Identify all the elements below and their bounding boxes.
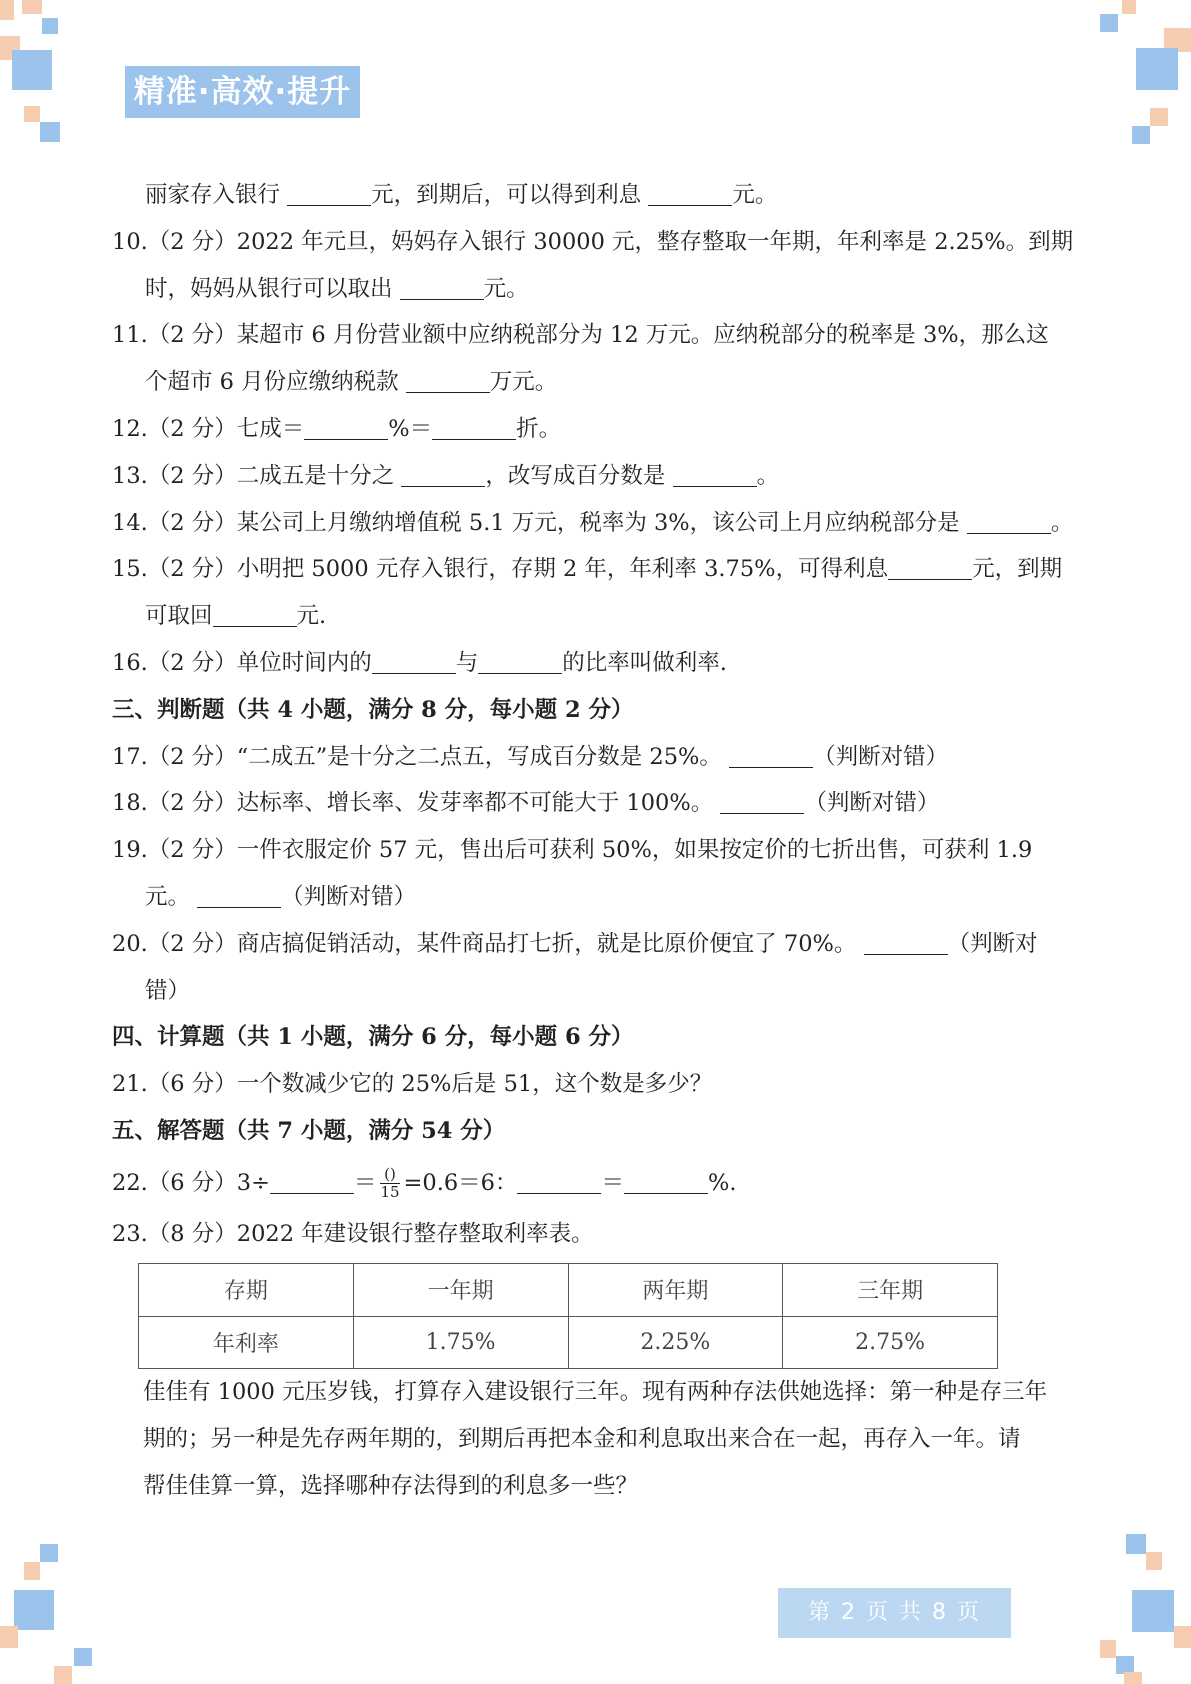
question-text: 14.（2 分）某公司上月缴纳增值税 5.1 万元，税率为 3%，该公司上月应纳税部分是 [112, 509, 967, 536]
question-text: 18.（2 分）达标率、增长率、发芽率都不可能大于 100%。 [112, 790, 721, 817]
table-cell: 1.75% [353, 1316, 568, 1369]
question-text: %. [708, 1169, 737, 1196]
answer-blank[interactable] [517, 1171, 601, 1194]
answer-blank[interactable] [304, 417, 388, 440]
question-text: ＝ [353, 1169, 377, 1196]
answer-blank[interactable] [400, 277, 484, 300]
fraction-numerator[interactable]: () [380, 1166, 399, 1184]
corner-square [1136, 48, 1178, 90]
question-line [112, 1061, 1077, 1108]
question-list [112, 172, 1077, 1258]
answer-blank[interactable] [648, 183, 732, 206]
question-text: 元。 [483, 275, 529, 302]
answer-blank[interactable] [372, 651, 456, 674]
answer-blank[interactable] [624, 1171, 708, 1194]
question-line [112, 780, 1077, 827]
answer-blank[interactable] [888, 557, 972, 580]
question-text: 与 [455, 649, 479, 676]
corner-square [1122, 0, 1136, 14]
question-line [112, 359, 1077, 406]
corner-square [54, 1666, 72, 1684]
corner-square [24, 106, 40, 122]
paragraph-line: 期的；另一种是先存两年期的，到期后再把本金和利息取出来合在一起，再存入一年。请 [143, 1426, 1021, 1452]
question-text: 11.（2 分）某超市 6 月份营业额中应纳税部分为 12 万元。应纳税部分的税率是 3%，那么这 [112, 322, 1049, 349]
question-text: 元，到期 [972, 556, 1063, 583]
brand-badge: 精准·高效·提升 [125, 66, 360, 118]
question-text: 时，妈妈从银行可以取出 [145, 275, 400, 302]
section-heading [112, 687, 1077, 734]
corner-square [12, 50, 52, 90]
question-text: 三、判断题（共 4 小题，满分 8 分，每小题 2 分） [112, 696, 634, 723]
question-text: =0.6＝6： [403, 1169, 518, 1196]
fraction [380, 1166, 399, 1201]
question-text: 21.（6 分）一个数减少它的 25%后是 51，这个数是多少？ [112, 1071, 713, 1098]
question-text: 的比率叫做利率. [562, 649, 727, 676]
answer-blank[interactable] [270, 1171, 354, 1194]
corner-square [14, 1590, 54, 1630]
corner-square [1132, 126, 1150, 144]
question-text: 12.（2 分）七成＝ [112, 415, 305, 442]
answer-blank[interactable] [432, 417, 516, 440]
question-line [112, 172, 1077, 219]
paragraph-line: 帮佳佳算一算，选择哪种存法得到的利息多一些？ [143, 1473, 639, 1499]
question-line [112, 921, 1077, 968]
question-text: 15.（2 分）小明把 5000 元存入银行，存期 2 年，年利率 3.75%，可得利息 [112, 556, 889, 583]
answer-blank[interactable] [478, 651, 562, 674]
question-line [112, 546, 1077, 593]
question-text: 17.（2 分）“二成五”是十分之二点五，写成百分数是 25%。 [112, 743, 730, 770]
question-line [112, 266, 1077, 313]
corner-square [0, 0, 14, 20]
question-text: 23.（8 分）2022 年建设银行整存整取利率表。 [112, 1220, 594, 1247]
question-text: 19.（2 分）一件衣服定价 57 元，售出后可获利 50%，如果按定价的七折出售，可获利 1.9 [112, 837, 1033, 864]
question-text: 错） [145, 977, 191, 1004]
corner-square [42, 18, 58, 34]
answer-blank[interactable] [401, 464, 485, 487]
answer-blank[interactable] [197, 885, 281, 908]
answer-blank[interactable] [967, 511, 1051, 534]
question-text: 20.（2 分）商店搞促销活动，某件商品打七折，就是比原价便宜了 70%。 [112, 930, 864, 957]
question-text: 万元。 [489, 369, 558, 396]
section-heading [112, 1014, 1077, 1061]
question-text: 五、解答题（共 7 小题，满分 54 分） [112, 1117, 506, 1144]
interest-rate-table [138, 1263, 998, 1369]
question-line [112, 734, 1077, 781]
question-text: 22.（6 分）3÷ [112, 1169, 270, 1196]
table-cell: 三年期 [783, 1264, 998, 1317]
question-text: 可取回 [145, 603, 213, 630]
corner-square [24, 1562, 40, 1580]
answer-blank[interactable] [673, 464, 757, 487]
corner-square [1146, 1552, 1162, 1570]
question-line [112, 219, 1077, 266]
answer-blank[interactable] [287, 183, 371, 206]
table-header-row [139, 1264, 998, 1317]
question-text: 13.（2 分）二成五是十分之 [112, 462, 402, 489]
question-line [112, 406, 1077, 453]
question-text: （判断对错） [813, 743, 949, 770]
paragraph-line: 佳佳有 1000 元压岁钱，打算存入建设银行三年。现有两种存法供她选择：第一种是存三年 [143, 1379, 1048, 1405]
question-text: 16.（2 分）单位时间内的 [112, 649, 372, 676]
table-cell: 2.25% [568, 1316, 783, 1369]
corner-square [1100, 1640, 1116, 1658]
question-text: （判断对错） [281, 883, 417, 910]
answer-blank[interactable] [406, 370, 490, 393]
table-row [139, 1316, 998, 1369]
corner-square [1126, 1534, 1146, 1554]
question-text: （判断对错） [804, 790, 940, 817]
corner-square [1132, 1590, 1174, 1632]
table-cell: 两年期 [568, 1264, 783, 1317]
question-text: （判断对 [947, 930, 1038, 957]
question-text: %＝ [388, 415, 433, 442]
corner-square [0, 1626, 18, 1648]
answer-blank[interactable] [864, 932, 948, 955]
corner-square [1150, 108, 1168, 126]
table-cell: 一年期 [353, 1264, 568, 1317]
corner-square [74, 1648, 92, 1666]
question-text: 个超市 6 月份应缴纳税款 [145, 369, 406, 396]
corner-square [1100, 14, 1118, 32]
table-cell: 年利率 [139, 1316, 354, 1369]
question-text: 元，到期后，可以得到利息 [371, 182, 649, 208]
question-line [112, 1155, 1077, 1211]
page-number: 第 2 页 共 8 页 [778, 1588, 1011, 1638]
question-line [112, 827, 1077, 874]
question-text: 。 [756, 462, 780, 489]
question-line [112, 968, 1077, 1015]
question-line [112, 1211, 1077, 1258]
question-text: 四、计算题（共 1 小题，满分 6 分，每小题 6 分） [112, 1024, 634, 1051]
section-heading [112, 1108, 1077, 1155]
question-line [112, 453, 1077, 500]
question-text: 折。 [516, 415, 562, 442]
corner-square [1124, 1672, 1142, 1684]
question-line [112, 500, 1077, 547]
question-line [112, 312, 1077, 359]
question-line [112, 874, 1077, 921]
question-line [112, 593, 1077, 640]
question-text: 元. [296, 603, 327, 630]
corner-square [1174, 1626, 1191, 1648]
corner-square [40, 1544, 58, 1562]
corner-square [22, 0, 42, 14]
table-cell: 2.75% [783, 1316, 998, 1369]
answer-blank[interactable] [729, 745, 813, 768]
answer-blank[interactable] [213, 604, 297, 627]
table-cell: 存期 [139, 1264, 354, 1317]
question-text: ，改写成百分数是 [485, 462, 673, 489]
question-line [112, 640, 1077, 687]
fraction-denominator: 15 [380, 1183, 400, 1202]
question-text: 丽家存入银行 [145, 182, 288, 208]
question-text: ＝ [601, 1169, 624, 1196]
question-text: 10.（2 分）2022 年元旦，妈妈存入银行 30000 元，整存整取一年期，年利率是 2.25%。到期 [112, 228, 1074, 255]
answer-blank[interactable] [720, 791, 804, 814]
corner-square [40, 122, 60, 142]
problem-paragraph [143, 1369, 1083, 1510]
question-text: 元。 [732, 182, 778, 208]
question-text: 。 [1050, 509, 1074, 536]
question-text: 元。 [145, 883, 198, 910]
